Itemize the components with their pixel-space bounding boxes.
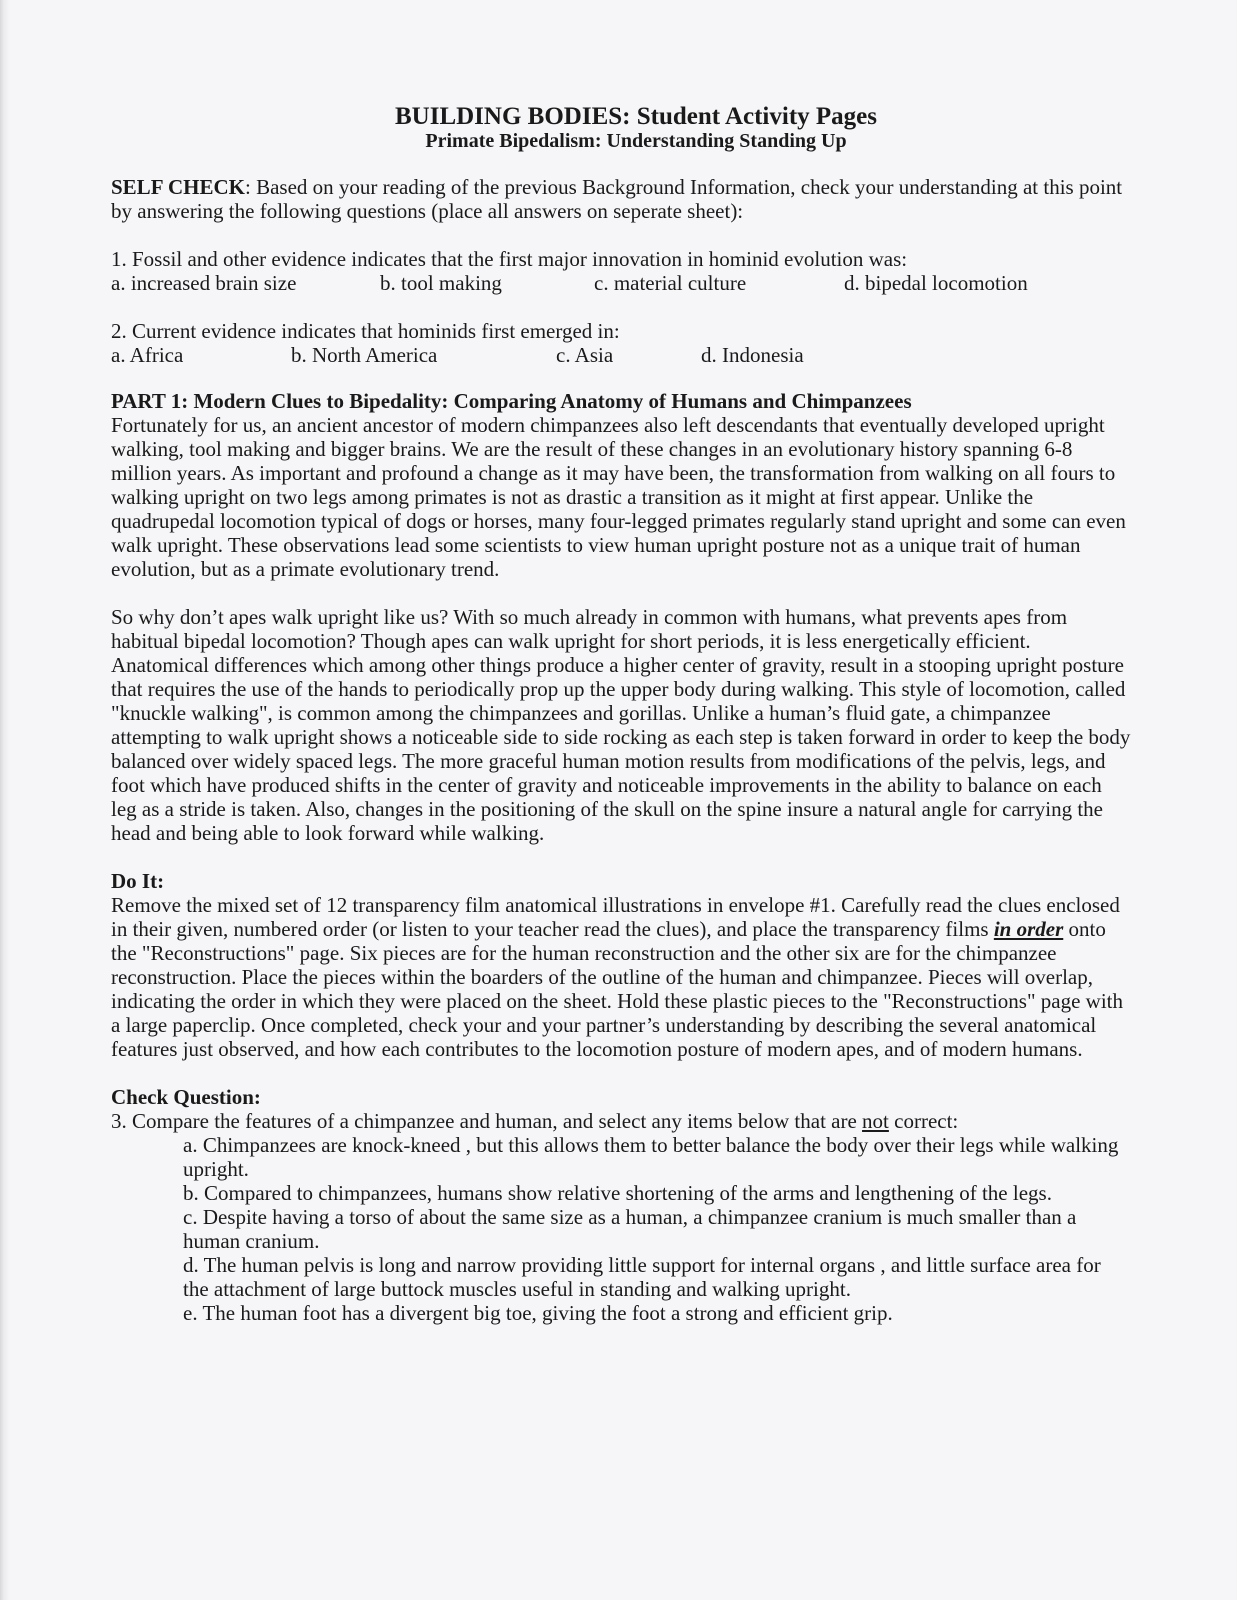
question-2-options <box>111 343 1131 367</box>
question-2-stem: 2. Current evidence indicates that hominids first emerged in: <box>111 319 620 343</box>
page-content <box>111 104 1131 1325</box>
check-question-stem <box>111 1109 1131 1133</box>
do-it-text-a: Remove the mixed set of 12 transparency film anatomical illustrations in envelope #1. Carefully read the clues enclosed in their given, numbered order (or listen to your teacher read the clues), and place the transparency films <box>111 893 1120 941</box>
q2-option-c: c. Asia <box>556 343 614 367</box>
self-check-label: SELF CHECK <box>111 175 245 199</box>
check-question-items <box>111 1133 1131 1325</box>
q1-option-c: c. material culture <box>594 271 747 295</box>
do-it-heading: Do It: <box>111 869 165 893</box>
check-item-a: a. Chimpanzees are knock-kneed , but this allows them to better balance the body over their legs while walking upright. <box>183 1133 1119 1181</box>
q1-option-d: d. bipedal locomotion <box>844 271 1028 295</box>
self-check-paragraph <box>111 175 1131 223</box>
part1-paragraph-2: So why don’t apes walk upright like us? With so much already in common with humans, what prevents apes from habitual bipedal locomotion? Though apes can walk upright for short periods, it is less energetically efficient. Anatomical differences which among other things produce a higher center of gravity, result in a stooping upright posture that requires the use of the hands to periodically prop up the upper body during walking. This style of locomotion, called "knuckle walking", is common among the chimpanzees and gorillas. Unlike a human’s fluid gate, a chimpanzee attempting to walk upright shows a noticeable side to side rocking as each step is taken forward in order to keep the body balanced over widely spaced legs. The more graceful human motion results from modifications of the pelvis, legs, and foot which have produced shifts in the center of gravity and noticeable improvements in the ability to balance on each leg as a stride is taken. Also, changes in the positioning of the skull on the spine insure a natural angle for carrying the head and being able to look forward while walking. <box>111 605 1131 845</box>
do-it-text-b: onto the "Reconstructions" page. Six pieces are for the human reconstruction and the other six are for the chimpanzee reconstruction. Place the pieces within the boarders of the outline of the human and chimpanzee. Pieces will overlap, indicating the order in which they were placed on the sheet. Hold these plastic pieces to the "Reconstructions" page with a large paperclip. Once completed, check your and your partner’s understanding by describing the several anatomical features just observed, and how each contributes to the locomotion posture of modern apes, and of modern humans. <box>111 917 1124 1061</box>
check-question-not: not <box>862 1109 889 1133</box>
q2-option-d: d. Indonesia <box>701 343 804 367</box>
question-1 <box>111 247 1131 295</box>
q2-option-b: b. North America <box>291 343 438 367</box>
check-question-stem-b: correct: <box>888 1109 959 1133</box>
question-1-stem: 1. Fossil and other evidence indicates that the first major innovation in hominid evolution was: <box>111 247 908 271</box>
check-question-stem-a: 3. Compare the features of a chimpanzee and human, and select any items below that are <box>111 1109 863 1133</box>
check-item-e: e. The human foot has a divergent big toe, giving the foot a strong and efficient grip. <box>183 1301 893 1325</box>
q1-option-a: a. increased brain size <box>111 271 297 295</box>
self-check-text: : Based on your reading of the previous Background Information, check your understanding at this point by answering the following questions (place all answers on seperate sheet): <box>111 175 1123 223</box>
part1-paragraph-1: Fortunately for us, an ancient ancestor of modern chimpanzees also left descendants that eventually developed upright walking, tool making and bigger brains. We are the result of these changes in an evolutionary history spanning 6-8 million years. As important and profound a change as it may have been, the transformation from walking on all fours to walking upright on two legs among primates is not as drastic a transition as it might at first appear. Unlike the quadrupedal locomotion typical of dogs or horses, many four-legged primates regularly stand upright and some can even walk upright. These observations lead some scientists to view human upright posture not as a unique trait of human evolution, but as a primate evolutionary trend. <box>111 413 1126 581</box>
question-1-options <box>111 271 1131 295</box>
do-it-emphasis: in order <box>993 917 1064 941</box>
q1-option-b: b. tool making <box>380 271 502 295</box>
check-item-c: c. Despite having a torso of about the same size as a human, a chimpanzee cranium is much smaller than a human cranium. <box>183 1205 1077 1253</box>
question-2 <box>111 319 1131 367</box>
q2-option-a: a. Africa <box>111 343 184 367</box>
do-it-paragraph <box>111 893 1131 1061</box>
part1-heading: PART 1: Modern Clues to Bipedality: Comparing Anatomy of Humans and Chimpanzees <box>111 389 912 413</box>
check-item-d: d. The human pelvis is long and narrow providing little support for internal organs , and little surface area for the attachment of large buttock muscles useful in standing and walking upright. <box>183 1253 1101 1301</box>
page-title: BUILDING BODIES: Student Activity Pages <box>395 103 877 130</box>
check-item-b: b. Compared to chimpanzees, humans show relative shortening of the arms and lengthening of the legs. <box>183 1181 1052 1205</box>
page-subtitle: Primate Bipedalism: Understanding Standing Up <box>425 130 847 152</box>
check-question-heading: Check Question: <box>111 1085 261 1109</box>
